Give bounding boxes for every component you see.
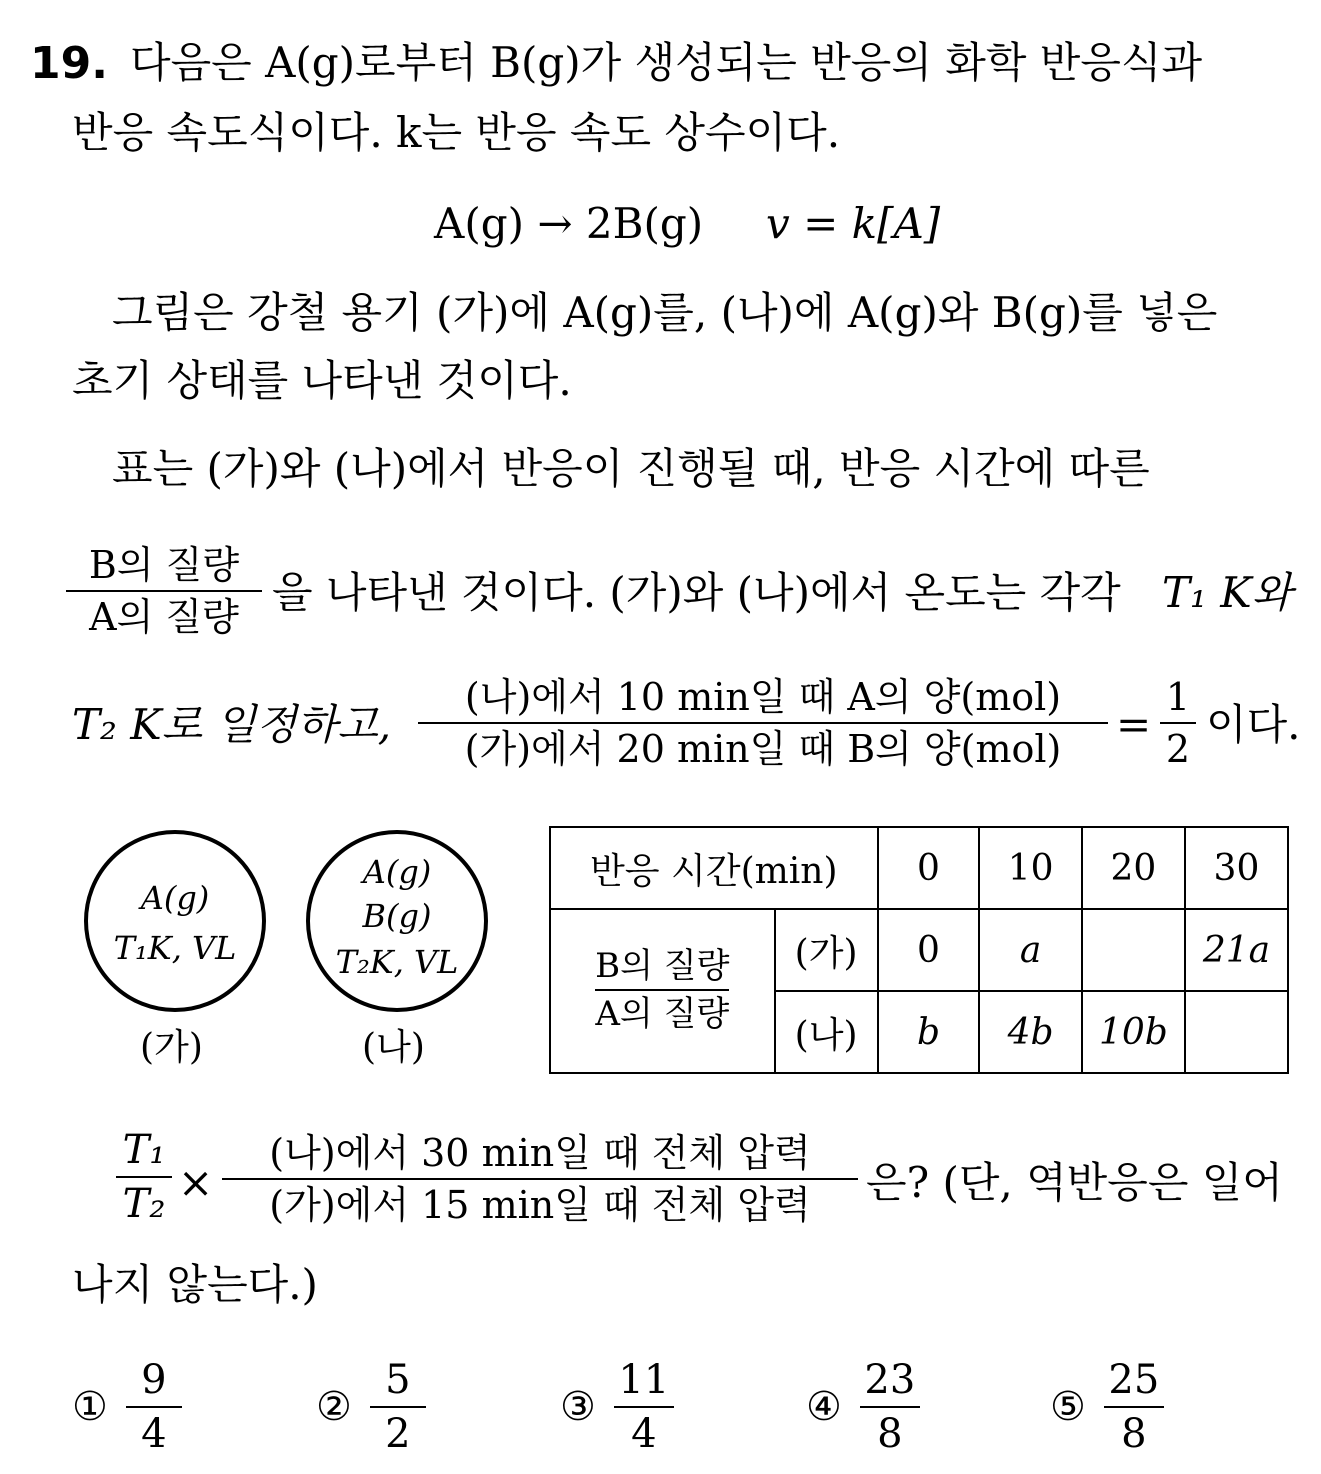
intro-line-2: 반응 속도식이다. k는 반응 속도 상수이다.: [72, 108, 841, 157]
t1-label: T₁ K와: [1162, 568, 1293, 617]
choice-numerator: 23: [864, 1357, 916, 1403]
one-half-denominator: 2: [1165, 727, 1191, 771]
row-label-fraction: [550, 909, 775, 1073]
value-cell: 0: [878, 909, 980, 991]
row-label-numerator: B의 질량: [595, 945, 730, 986]
time-cell: 20: [1082, 827, 1185, 909]
pressure-ratio: [222, 1131, 858, 1227]
table-row: [550, 909, 1288, 991]
temp-ratio-denominator: T₂: [122, 1181, 166, 1227]
fraction-bar: [66, 590, 262, 592]
vessel-na-label: (나): [362, 1027, 425, 1068]
choice-numerator: 5: [385, 1357, 411, 1403]
rate-law: v = k[A]: [766, 199, 941, 248]
choice-4[interactable]: [806, 1357, 920, 1457]
time-cell: 0: [878, 827, 980, 909]
para3-line-1: 표는 (가)와 (나)에서 반응이 진행될 때, 반응 시간에 따른: [112, 444, 1150, 493]
vessel-ga-label: (가): [140, 1027, 203, 1068]
table-header-row: [550, 827, 1288, 909]
condition-end: 이다.: [1206, 700, 1301, 749]
choice-fraction: [126, 1357, 182, 1457]
choice-denominator: 8: [1121, 1411, 1147, 1457]
value-cell: b: [878, 991, 980, 1073]
choice-5[interactable]: [1050, 1357, 1164, 1457]
choice-mark: ③: [560, 1384, 596, 1430]
choice-numerator: 9: [141, 1357, 167, 1403]
pressure-numerator: (나)에서 30 min일 때 전체 압력: [269, 1131, 811, 1175]
condition-denominator: (가)에서 20 min일 때 B의 양(mol): [464, 727, 1062, 771]
fraction-bar: [418, 722, 1108, 724]
vessel-na-content-b: B(g): [362, 897, 432, 935]
choice-mark: ①: [72, 1384, 108, 1430]
choice-1[interactable]: [72, 1357, 182, 1457]
value-cell: [1185, 991, 1288, 1073]
mass-ratio-denominator: A의 질량: [89, 595, 239, 639]
fraction-bar: [595, 989, 729, 991]
question-number: 19.: [30, 38, 108, 89]
choice-2[interactable]: [316, 1357, 426, 1457]
choice-denominator: 2: [385, 1411, 411, 1457]
header-label: 반응 시간(min): [550, 827, 878, 909]
intro-line-1: 다음은 A(g)로부터 B(g)가 생성되는 반응의 화학 반응식과: [130, 38, 1203, 87]
choice-denominator: 4: [631, 1411, 657, 1457]
vessel-ga-content: A(g): [140, 879, 210, 917]
fraction-bar: [1104, 1406, 1164, 1408]
fraction-bar: [370, 1406, 426, 1408]
equals-sign: =: [1116, 700, 1152, 749]
data-table: [549, 826, 1289, 1074]
fraction-bar: [860, 1406, 920, 1408]
chemical-equation: A(g) → 2B(g): [434, 199, 704, 248]
time-cell: 10: [979, 827, 1081, 909]
time-cell: 30: [1185, 827, 1288, 909]
ask-line-2: 나지 않는다.): [72, 1260, 318, 1309]
temp-ratio-numerator: T₁: [122, 1127, 166, 1173]
mass-ratio-numerator: B의 질량: [88, 543, 240, 587]
times-sign: ×: [178, 1158, 214, 1207]
value-cell: 4b: [979, 991, 1081, 1073]
para2-line-2: 초기 상태를 나타낸 것이다.: [72, 356, 572, 405]
para2-line-1: 그림은 강철 용기 (가)에 A(g)를, (나)에 A(g)와 B(g)를 넣은: [112, 288, 1218, 337]
choice-mark: ④: [806, 1384, 842, 1430]
choice-mark: ⑤: [1050, 1384, 1086, 1430]
choice-denominator: 4: [141, 1411, 167, 1457]
fraction-bar: [1160, 722, 1196, 724]
t2-label: T₂ K로 일정하고,: [72, 700, 392, 749]
choice-3[interactable]: [560, 1357, 674, 1457]
mass-ratio-fraction: [66, 543, 262, 639]
pressure-denominator: (가)에서 15 min일 때 전체 압력: [269, 1183, 811, 1227]
choice-numerator: 25: [1108, 1357, 1160, 1403]
row-name: (나): [775, 991, 878, 1073]
fraction-bar: [126, 1406, 182, 1408]
vessel-ga-conditions: T₁K, VL: [113, 929, 237, 967]
fraction-bar: [222, 1178, 858, 1180]
one-half-fraction: [1160, 675, 1196, 771]
row-name: (가): [775, 909, 878, 991]
choice-fraction: [1104, 1357, 1164, 1457]
vessel-na-conditions: T₂K, VL: [335, 943, 459, 981]
vessel-na: [306, 830, 488, 1012]
vessel-ga: [84, 830, 266, 1012]
para3-line-2: 을 나타낸 것이다. (가)와 (나)에서 온도는 각각: [272, 568, 1121, 617]
choice-denominator: 8: [877, 1411, 903, 1457]
value-cell: 21a: [1185, 909, 1288, 991]
temperature-ratio: [116, 1127, 172, 1227]
ask-line-1-rest: 은? (단, 역반응은 일어: [866, 1158, 1283, 1207]
one-half-numerator: 1: [1165, 675, 1191, 719]
row-label-denominator: A의 질량: [595, 993, 730, 1034]
choice-fraction: [614, 1357, 674, 1457]
choice-mark: ②: [316, 1384, 352, 1430]
choice-fraction: [370, 1357, 426, 1457]
choice-numerator: 11: [618, 1357, 670, 1403]
value-cell: 10b: [1082, 991, 1185, 1073]
value-cell: a: [979, 909, 1081, 991]
fraction-bar: [614, 1406, 674, 1408]
condition-numerator: (나)에서 10 min일 때 A의 양(mol): [464, 675, 1062, 719]
condition-fraction: [418, 675, 1108, 771]
value-cell: [1082, 909, 1185, 991]
fraction-bar: [116, 1176, 172, 1178]
vessel-na-content-a: A(g): [362, 853, 432, 891]
choice-fraction: [860, 1357, 920, 1457]
